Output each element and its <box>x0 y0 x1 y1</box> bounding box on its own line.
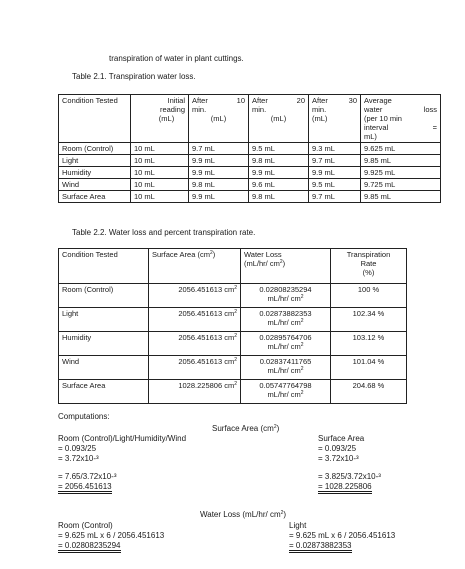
surface-right-label: Surface Area <box>318 434 365 443</box>
cell-condition: Wind <box>59 356 149 380</box>
table-row <box>59 155 441 167</box>
cell-after-10: 9.9 mL <box>189 191 249 203</box>
table-row <box>59 380 407 404</box>
surface-right-line: = 3.825/3.72x10-³ <box>318 472 381 481</box>
table-row <box>59 308 407 332</box>
cell-after-30: 9.3 mL <box>309 143 361 155</box>
cell-average: 9.925 mL <box>361 167 441 179</box>
header-surface-area: Surface Area $(cm^2)$ <box>149 249 241 284</box>
table-row <box>59 167 441 179</box>
cell-water-loss: 0.02873882353 mL/hr/ $cm^2$ <box>241 308 331 332</box>
cell-surface-area: 1028.225806 $cm^2$ <box>149 380 241 404</box>
water-loss-right-line: = 9.625 mL x 6 / 2056.451613 <box>289 531 396 540</box>
cell-rate: 102.34 % <box>331 308 407 332</box>
cell-after-20: 9.5 mL <box>249 143 309 155</box>
cell-after-20: 9.6 mL <box>249 179 309 191</box>
header-condition: Condition Tested <box>59 95 131 143</box>
header-after-20: After 20 min. (mL) <box>249 95 309 143</box>
cell-after-30: 9.5 mL <box>309 179 361 191</box>
cell-surface-area: 2056.451613 $cm^2$ <box>149 308 241 332</box>
intro-text: transpiration of water in plant cuttings. <box>109 54 244 63</box>
cell-rate: 101.04 % <box>331 356 407 380</box>
table-row <box>59 356 407 380</box>
table2-caption: Table 2.2. Water loss and percent transpiration rate. <box>72 228 256 237</box>
cell-condition: Light <box>59 308 149 332</box>
water-loss-left-result: = 0.02808235294 <box>58 541 121 553</box>
cell-after-10: 9.7 mL <box>189 143 249 155</box>
cell-initial: 10 mL <box>131 179 189 191</box>
surface-area-heading: Surface Area $(cm^2)$ <box>212 424 280 433</box>
cell-average: 9.725 mL <box>361 179 441 191</box>
cell-condition: Light <box>59 155 131 167</box>
cell-after-20: 9.8 mL <box>249 191 309 203</box>
header-water-loss: Water Loss (mL/hr/ $cm^2$) <box>241 249 331 284</box>
cell-water-loss: 0.05747764798 mL/hr/ $cm^2$ <box>241 380 331 404</box>
cell-condition: Wind <box>59 179 131 191</box>
cell-surface-area: 2056.451613 $cm^2$ <box>149 284 241 308</box>
cell-average: 9.85 mL <box>361 191 441 203</box>
surface-right-result: = 1028.225806 <box>318 482 372 494</box>
surface-right-line: = 3.72x10-³ <box>318 454 359 463</box>
cell-condition: Surface Area <box>59 380 149 404</box>
water-loss-left-label: Room (Control) <box>58 521 113 530</box>
header-average: Average water loss (per 10 min interval = mL) <box>361 95 441 143</box>
cell-initial: 10 mL <box>131 167 189 179</box>
water-loss-rate-table <box>58 248 407 404</box>
cell-water-loss: 0.02895764706 mL/hr/ $cm^2$ <box>241 332 331 356</box>
cell-average: 9.85 mL <box>361 155 441 167</box>
header-after-10: After 10 min. (mL) <box>189 95 249 143</box>
cell-condition: Room (Control) <box>59 143 131 155</box>
cell-initial: 10 mL <box>131 155 189 167</box>
cell-condition: Surface Area <box>59 191 131 203</box>
cell-after-10: 9.9 mL <box>189 155 249 167</box>
table-row <box>59 191 441 203</box>
cell-condition: Humidity <box>59 332 149 356</box>
surface-left-line: = 0.093/25 <box>58 444 97 453</box>
cell-after-10: 9.8 mL <box>189 179 249 191</box>
cell-after-30: 9.9 mL <box>309 167 361 179</box>
table-header-row <box>59 249 407 284</box>
table-row <box>59 179 441 191</box>
table1-caption: Table 2.1. Transpiration water loss. <box>72 72 196 81</box>
cell-after-30: 9.7 mL <box>309 155 361 167</box>
surface-left-line: = 7.65/3.72x10-³ <box>58 472 117 481</box>
table-header-row <box>59 95 441 143</box>
cell-after-30: 9.7 mL <box>309 191 361 203</box>
cell-rate: 103.12 % <box>331 332 407 356</box>
cell-after-10: 9.9 mL <box>189 167 249 179</box>
cell-condition: Room (Control) <box>59 284 149 308</box>
computations-title: Computations: <box>58 412 110 421</box>
table-row <box>59 143 441 155</box>
water-loss-heading: Water Loss (mL/hr/ $cm^2$) <box>200 510 287 519</box>
table-row <box>59 284 407 308</box>
surface-left-block <box>58 434 186 494</box>
table-row <box>59 332 407 356</box>
header-after-30: After 30 min. (mL) <box>309 95 361 143</box>
water-loss-left-line: = 9.625 mL x 6 / 2056.451613 <box>58 531 165 540</box>
water-loss-right-block <box>289 521 395 553</box>
surface-left-line: = 3.72x10-³ <box>58 454 99 463</box>
cell-condition: Humidity <box>59 167 131 179</box>
surface-right-block <box>318 434 381 494</box>
header-transpiration-rate: Transpiration Rate (%) <box>331 249 407 284</box>
water-loss-right-label: Light <box>289 521 307 530</box>
surface-left-label: Room (Control)/Light/Humidity/Wind <box>58 434 187 443</box>
cell-after-20: 9.9 mL <box>249 167 309 179</box>
cell-surface-area: 2056.451613 $cm^2$ <box>149 332 241 356</box>
cell-water-loss: 0.02837411765 mL/hr/ $cm^2$ <box>241 356 331 380</box>
cell-water-loss: 0.02808235294 mL/hr/ $cm^2$ <box>241 284 331 308</box>
cell-after-20: 9.8 mL <box>249 155 309 167</box>
header-initial: Initial reading (mL) <box>131 95 189 143</box>
cell-rate: 204.68 % <box>331 380 407 404</box>
cell-initial: 10 mL <box>131 143 189 155</box>
header-condition: Condition Tested <box>59 249 149 284</box>
cell-surface-area: 2056.451613 $cm^2$ <box>149 356 241 380</box>
surface-left-result: = 2056.451613 <box>58 482 112 494</box>
transpiration-water-loss-table <box>58 94 441 203</box>
surface-right-line: = 0.093/25 <box>318 444 357 453</box>
water-loss-left-block <box>58 521 164 553</box>
cell-initial: 10 mL <box>131 191 189 203</box>
cell-rate: 100 % <box>331 284 407 308</box>
water-loss-right-result: = 0.02873882353 <box>289 541 352 553</box>
cell-average: 9.625 mL <box>361 143 441 155</box>
